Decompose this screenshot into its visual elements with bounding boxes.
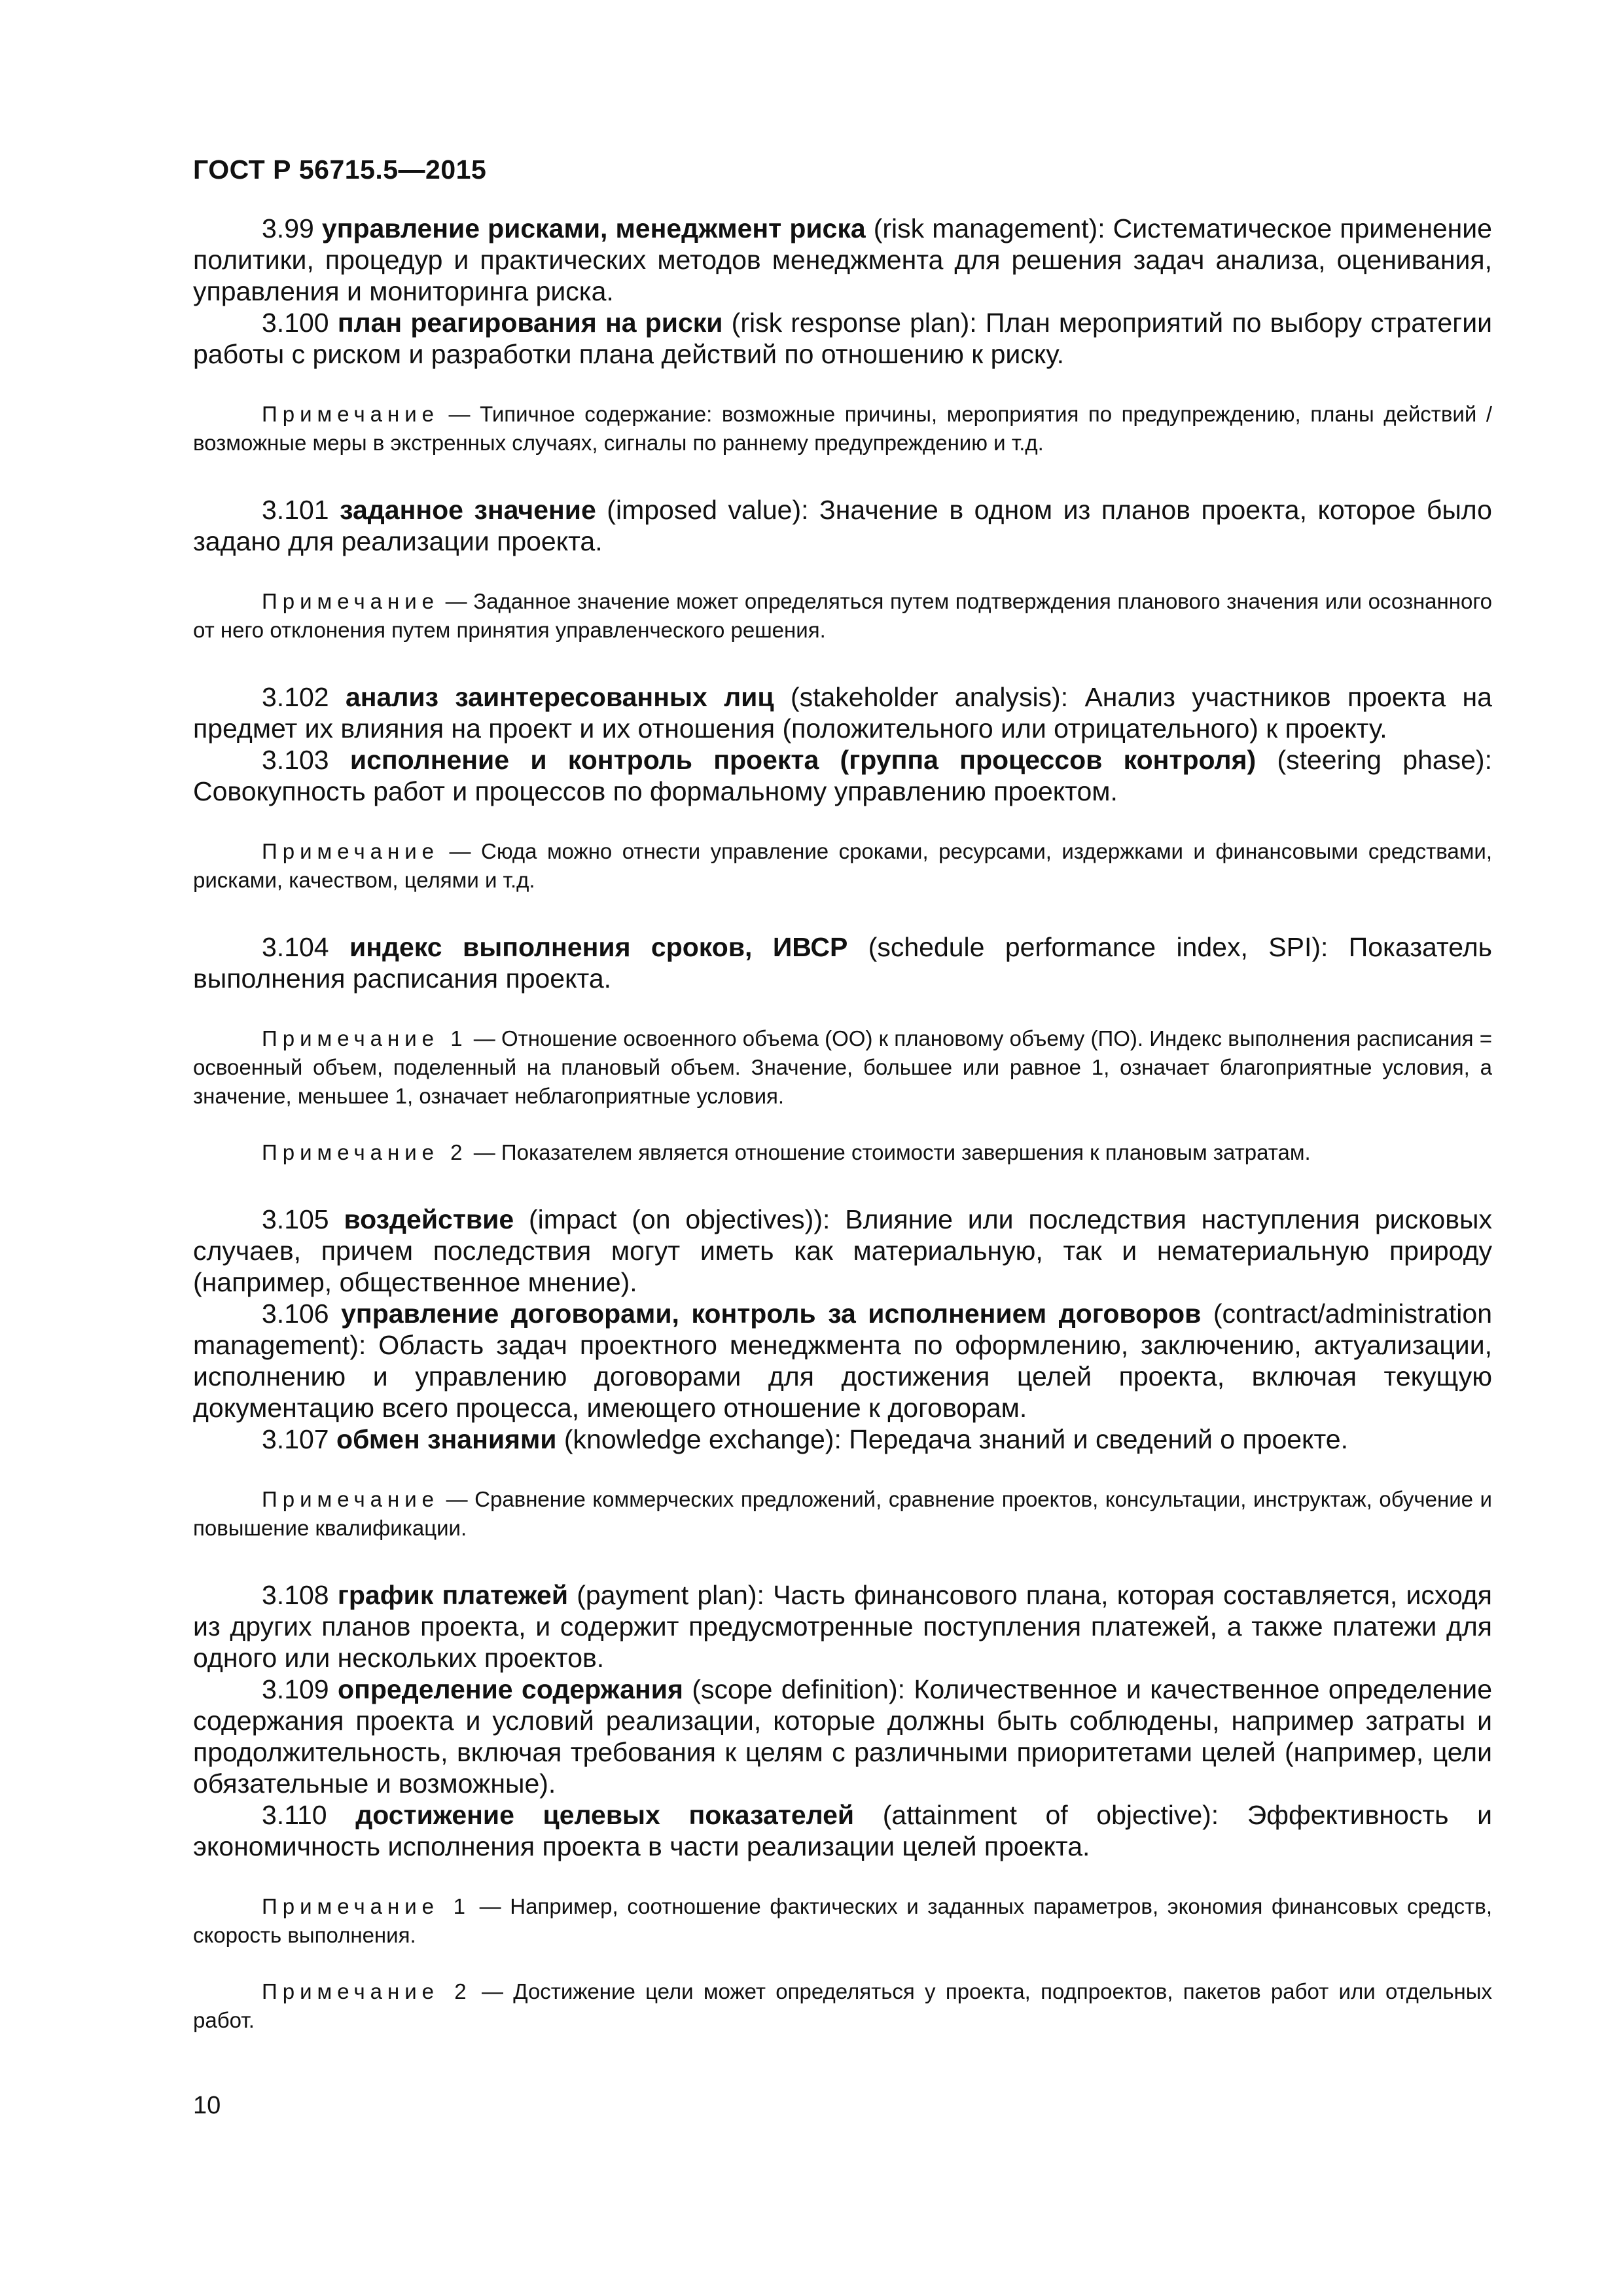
note-label: Примечание xyxy=(262,589,440,613)
note-text: — Достижение цели может определяться у проекта, подпроектов, пакетов работ или отдельных работ. xyxy=(193,1979,1493,2032)
term-entry xyxy=(193,931,1492,994)
note xyxy=(193,1138,1492,1167)
term-number: 3.107 xyxy=(262,1424,329,1454)
note xyxy=(193,1485,1492,1543)
page-number: 10 xyxy=(193,2092,221,2119)
term-definition: (schedule performance index, SPI): Показатель выполнения расписания проекта. xyxy=(193,932,1492,994)
note-label: Примечание xyxy=(262,839,440,863)
note-label: Примечание xyxy=(262,402,440,426)
note xyxy=(193,1892,1492,1950)
note-text: — Отношение освоенного объема (ОО) к плановому объему (ПО). Индекс выполнения расписания = освоенный объем, поделенный на плановый объем. Значение, большее или равное 1, означает благоприятные условия, а значение, меньшее 1, означает неблагоприятные условия. xyxy=(193,1026,1492,1108)
term-definition: (attainment of objective): Эффективность и экономичность исполнения проекта в части реализации целей проекта. xyxy=(193,1800,1492,1861)
note-text: — Например, соотношение фактических и заданных параметров, экономия финансовых средств, скорость выполнения. xyxy=(193,1894,1492,1947)
term-name: определение содержания xyxy=(338,1674,683,1704)
note xyxy=(193,587,1492,645)
note-text: — Сравнение коммерческих предложений, сравнение проектов, консультации, инструктаж, обучение и повышение квалификации. xyxy=(193,1487,1492,1540)
term-number: 3.103 xyxy=(262,745,329,775)
term-definition: (imposed value): Значение в одном из планов проекта, которое было задано для реализации проекта. xyxy=(193,495,1492,556)
note-label: Примечание 2 xyxy=(262,1140,468,1164)
term-number: 3.105 xyxy=(262,1204,329,1234)
term-name: обмен знаниями xyxy=(336,1424,557,1454)
term-entry xyxy=(193,681,1492,744)
term-entry xyxy=(193,1579,1492,1674)
term-entry xyxy=(193,307,1492,370)
term-number: 3.108 xyxy=(262,1580,329,1610)
term-definition: (stakeholder analysis): Анализ участников проекта на предмет их влияния на проект и их отношения (положительного или отрицательного) к проекту. xyxy=(193,682,1492,744)
note xyxy=(193,1977,1492,2035)
note xyxy=(193,400,1492,457)
term-number: 3.110 xyxy=(262,1800,327,1830)
term-name: план реагирования на риски xyxy=(337,308,723,338)
term-number: 3.109 xyxy=(262,1674,329,1704)
term-name: индекс выполнения сроков, ИВСР xyxy=(349,932,848,962)
term-name: управление договорами, контроль за исполнением договоров xyxy=(341,1299,1202,1329)
note-text: — Заданное значение может определяться путем подтверждения планового значения или осознанного от него отклонения путем принятия управленческого решения. xyxy=(193,589,1492,642)
note-label: Примечание xyxy=(262,1487,440,1511)
note-label: Примечание 1 xyxy=(262,1026,468,1050)
document-body xyxy=(193,213,1492,2035)
term-entry xyxy=(193,494,1492,557)
term-name: воздействие xyxy=(344,1204,514,1234)
term-definition: (contract/administration management): Область задач проектного менеджмента по оформлению, заключению, актуализации, исполнению и управлению договорами для достижения целей проекта, включая текущую документацию всего процесса, имеющего отношение к договорам. xyxy=(193,1299,1492,1423)
note-label: Примечание 1 xyxy=(262,1894,471,1918)
note-text: — Сюда можно отнести управление сроками, ресурсами, издержками и финансовыми средствами, рисками, качеством, целями и т.д. xyxy=(193,839,1492,892)
note-label: Примечание 2 xyxy=(262,1979,472,2003)
term-name: исполнение и контроль проекта (группа процессов контроля) xyxy=(349,745,1257,775)
term-definition: (risk management): Систематическое применение политики, процедур и практических методов менеджмента для решения задач анализа, оценивания, управления и мониторинга риска. xyxy=(193,213,1492,306)
term-name: достижение целевых показателей xyxy=(355,1800,855,1830)
term-definition: (steering phase): Совокупность работ и процессов по формальному управлению проектом. xyxy=(193,745,1492,806)
term-name: управление рисками, менеджмент риска xyxy=(321,213,866,243)
term-entry xyxy=(193,213,1492,307)
document-header: ГОСТ Р 56715.5—2015 xyxy=(193,154,487,185)
term-definition: (knowledge exchange): Передача знаний и сведений о проекте. xyxy=(556,1424,1348,1454)
term-entry xyxy=(193,1298,1492,1424)
term-definition: (scope definition): Количественное и качественное определение содержания проекта и условий реализации, которые должны быть соблюдены, например затраты и продолжительность, включая требования к целям с различными приоритетами целей (например, цели обязательные и возможные). xyxy=(193,1674,1492,1799)
term-entry xyxy=(193,1424,1492,1455)
term-name: заданное значение xyxy=(340,495,596,525)
term-number: 3.102 xyxy=(262,682,329,712)
term-entry xyxy=(193,1674,1492,1799)
note-text: — Показателем является отношение стоимости завершения к плановым затратам. xyxy=(467,1140,1311,1164)
term-entry xyxy=(193,1204,1492,1298)
term-definition: (payment plan): Часть финансового плана, которая составляется, исходя из других планов проекта, и содержит предусмотренные поступления платежей, а также платежи для одного или нескольких проектов. xyxy=(193,1580,1492,1673)
term-number: 3.104 xyxy=(262,932,329,962)
note xyxy=(193,837,1492,895)
term-name: график платежей xyxy=(337,1580,569,1610)
term-definition: (impact (on objectives)): Влияние или последствия наступления рисковых случаев, причем последствия могут иметь как материальную, так и нематериальную природу (например, общественное мнение). xyxy=(193,1204,1492,1297)
note-text: — Типичное содержание: возможные причины, мероприятия по предупреждению, планы действий / возможные меры в экстренных случаях, сигналы по раннему предупреждению и т.д. xyxy=(193,402,1492,455)
term-definition: (risk response plan): План мероприятий по выбору стратегии работы с риском и разработки плана действий по отношению к риску. xyxy=(193,308,1492,369)
term-number: 3.100 xyxy=(262,308,329,338)
term-number: 3.106 xyxy=(262,1299,329,1329)
term-number: 3.101 xyxy=(262,495,329,525)
term-entry xyxy=(193,1799,1492,1862)
term-number: 3.99 xyxy=(262,213,314,243)
note xyxy=(193,1024,1492,1111)
term-entry xyxy=(193,744,1492,807)
term-name: анализ заинтересованных лиц xyxy=(345,682,774,712)
